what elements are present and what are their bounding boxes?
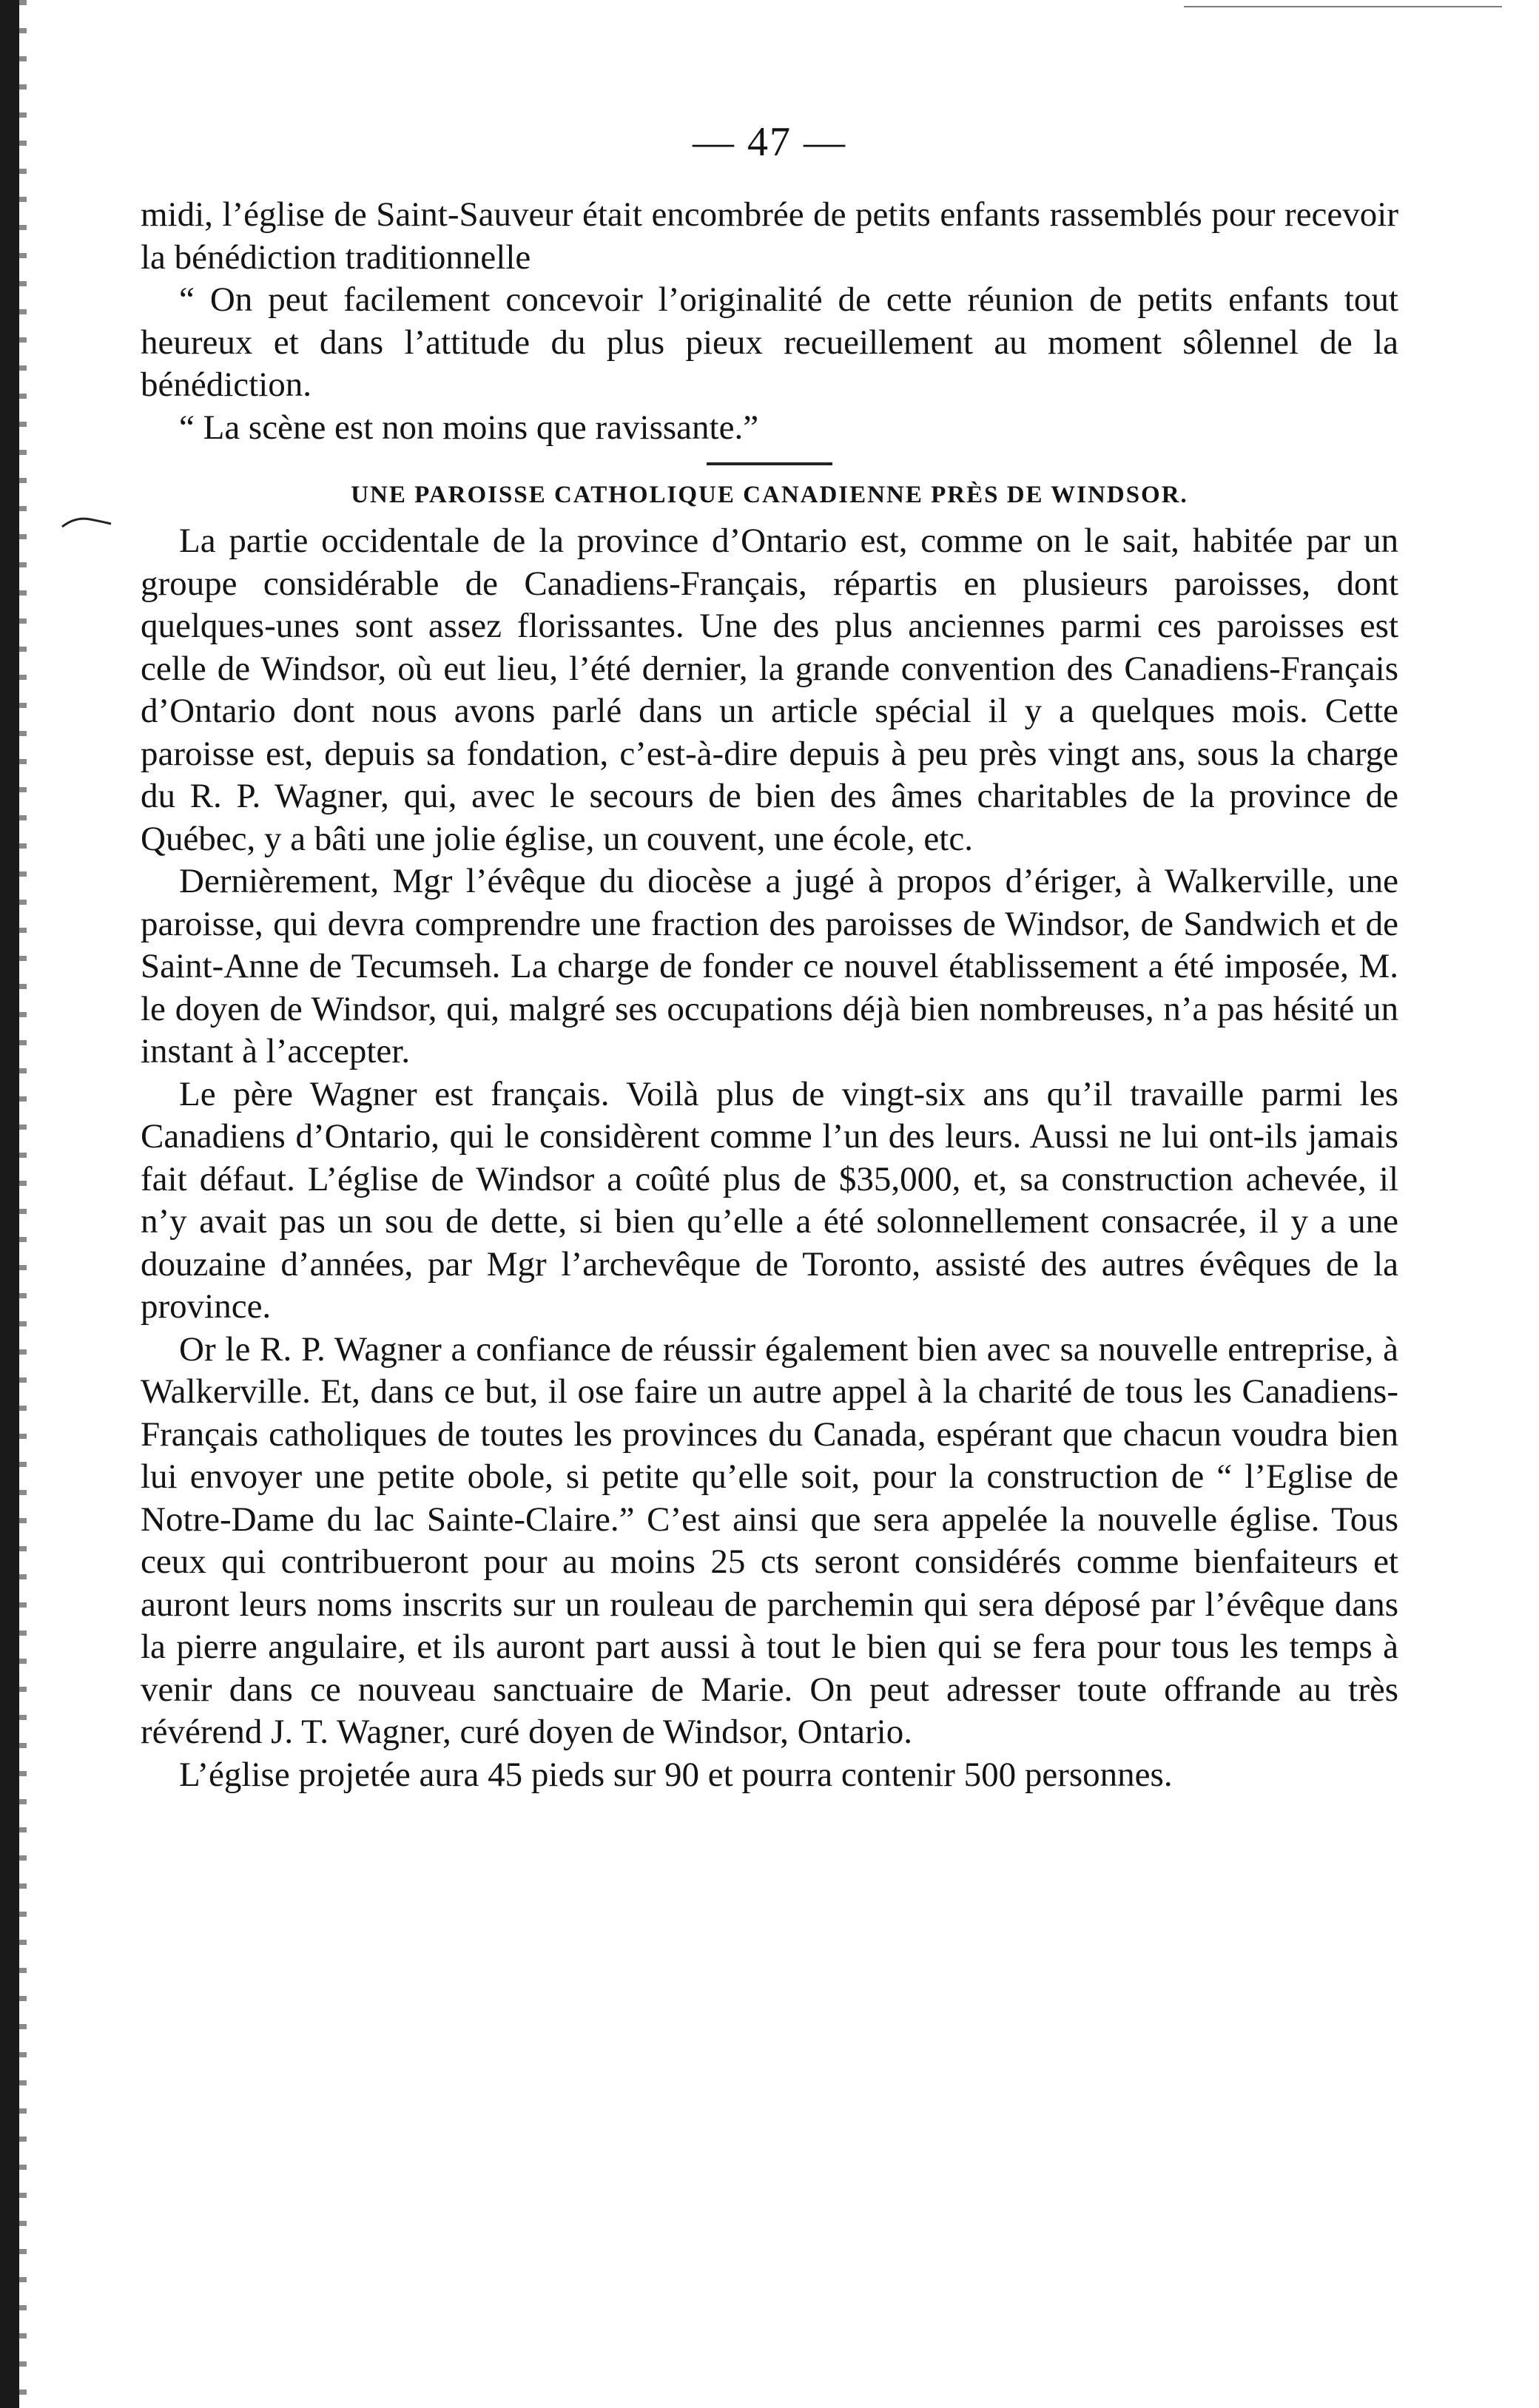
paragraph-quote-2: “ La scène est non moins que ravissante.” xyxy=(179,408,759,447)
page-body xyxy=(141,194,1398,1796)
page-number: — 47 — xyxy=(693,119,846,165)
margin-pen-mark xyxy=(61,515,112,530)
scan-edge-noise xyxy=(19,0,27,2408)
paragraph-5: L’église projetée aura 45 pieds sur 90 et pourra contenir 500 personnes. xyxy=(179,1755,1173,1794)
paragraph-3: Le père Wagner est français. Voilà plus de vingt-six ans qu’il travaille parmi les Canadiens d’Ontario, qui le considèrent comme l’un des leurs. Aussi ne lui ont-ils jamais fait défaut. L’église de Windsor a coûté plus de $35,000, et, sa construction achevée, il n’y avait pas un sou de dette, si bien qu’elle a été solonnellement consacrée, il y a une douzaine d’années, par Mgr l’archevêque de Toronto, assisté des autres évêques de la province. xyxy=(141,1074,1398,1326)
paragraph-continuation: midi, l’église de Saint-Sauveur était encombrée de petits enfants rassemblés pour recevoir la bénédiction traditionnelle xyxy=(141,195,1398,277)
section-heading: UNE PAROISSE CATHOLIQUE CANADIENNE PRÈS DE WINDSOR. xyxy=(351,482,1188,508)
paragraph-2: Dernièrement, Mgr l’évêque du diocèse a jugé à propos d’ériger, à Walkerville, une paroisse, qui devra comprendre une fraction des paroisses de Windsor, de Sandwich et de Saint-Anne de Tecumseh. La charge de fonder ce nouvel établissement a été imposée, M. le doyen de Windsor, qui, malgré ses occupations déjà bien nombreuses, n’a pas hésité un instant à l’accepter. xyxy=(141,862,1398,1070)
paragraph-4: Or le R. P. Wagner a confiance de réussir également bien avec sa nouvelle entreprise, à Walkerville. Et, dans ce but, il ose faire un autre appel à la charité de tous les Canadiens-Français catholiques de toutes les provinces du Canada, espérant que chacun voudra bien lui envoyer une petite obole, si petite qu’elle soit, pour la construction de “ l’Eglise de Notre-Dame du lac Sainte-Claire.” C’est ainsi que sera appelée la nouvelle église. Tous ceux qui contribueront pour au moins 25 cts seront considérés comme bienfaiteurs et auront leurs noms inscrits sur un rouleau de parchemin qui sera déposé par l’évêque dans la pierre angulaire, et ils auront part aussi à tout le bien qui se fera pour tous les temps à venir dans ce nouveau sanctuaire de Marie. On peut adresser toute offrande au très révérend J. T. Wagner, curé doyen de Windsor, Ontario. xyxy=(141,1329,1398,1751)
scan-top-rule xyxy=(1184,6,1502,7)
paragraph-quote-1: “ On peut facilement concevoir l’originalité de cette réunion de petits enfants tout heureux et dans l’attitude du plus pieux recueillement au moment sôlennel de la bénédiction. xyxy=(141,280,1398,404)
paragraph-1: La partie occidentale de la province d’Ontario est, comme on le sait, habitée par un groupe considérable de Canadiens-Français, répartis en plusieurs paroisses, dont quelques-unes sont assez florissantes. Une des plus anciennes parmi ces paroisses est celle de Windsor, où eut lieu, l’été dernier, la grande convention des Canadiens-Français d’Ontario dont nous avons parlé dans un article spécial il y a quelques mois. Cette paroisse est, depuis sa fondation, c’est-à-dire depuis à peu près vingt ans, sous la charge du R. P. Wagner, qui, avec le secours de bien des âmes charitables de la province de Québec, y a bâti une jolie église, un couvent, une école, etc. xyxy=(141,522,1398,858)
section-divider xyxy=(707,462,832,465)
scan-binding-edge xyxy=(0,0,19,2408)
